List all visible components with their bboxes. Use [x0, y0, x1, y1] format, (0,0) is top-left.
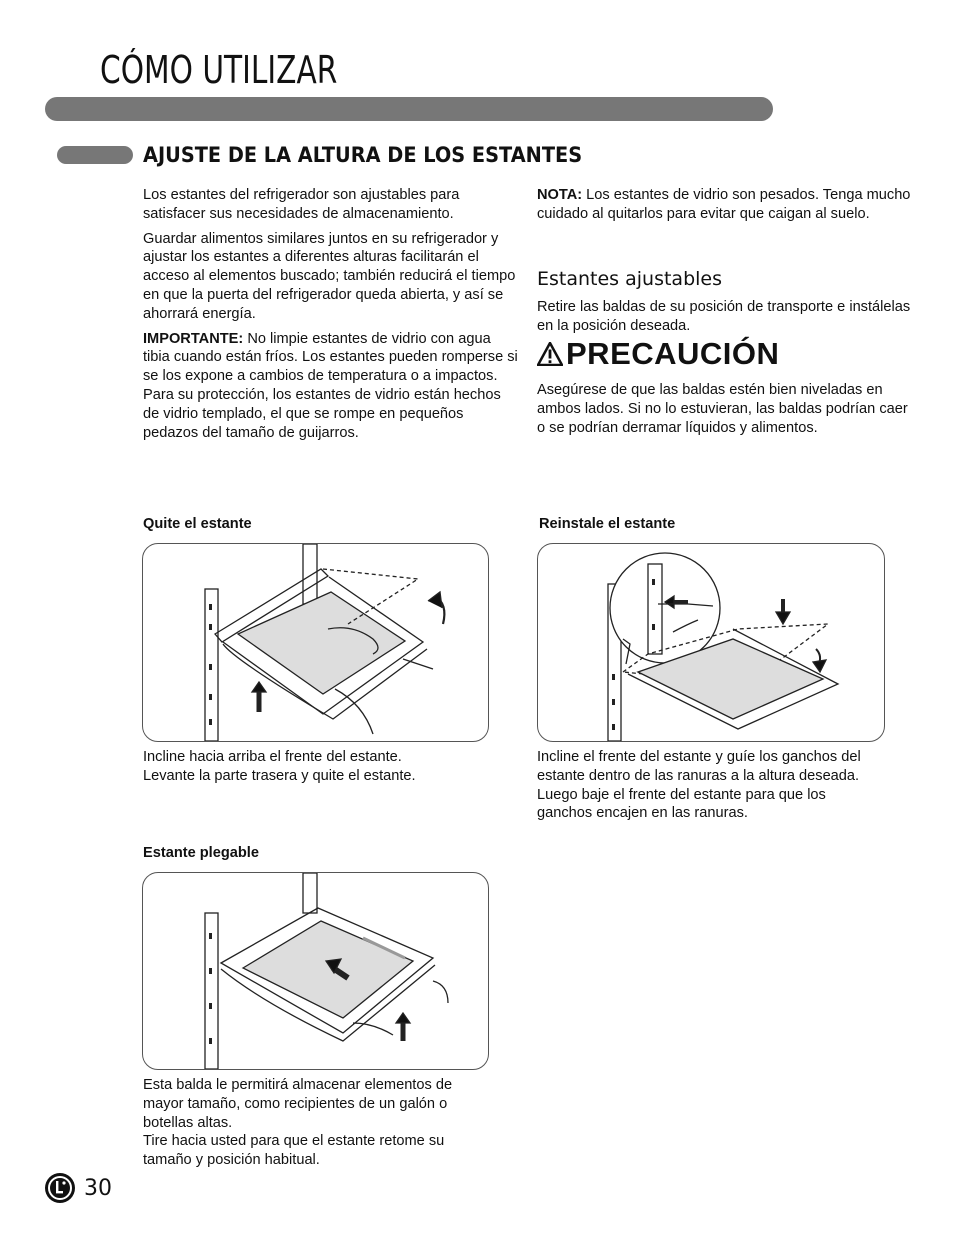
page-number: 30	[84, 1176, 112, 1201]
left-column	[143, 186, 518, 448]
section-heading: AJUSTE DE LA ALTURA DE LOS ESTANTES	[143, 143, 583, 167]
caution-text: Asegúrese de que las baldas estén bien niveladas en ambos lados. Si no lo estuvieran, las baldas podrían caer o se podrían derramar líquidos y alimentos.	[537, 382, 908, 436]
note-label: NOTA:	[537, 187, 583, 203]
title-bar-divider	[45, 97, 773, 121]
folding-shelf-caption	[143, 1076, 488, 1170]
storage-paragraph: Guardar alimentos similares juntos en su refrigerador y ajustar los estantes a diferentes alturas facilitarán el acceso al elementos buscado; también reducirá el tiempo en que la puerta del refrigerador queda abierta, y así se ahorrará energía.	[143, 230, 516, 322]
important-label: IMPORTANTE:	[143, 330, 244, 347]
intro-paragraph: Los estantes del refrigerador son ajustables para satisfacer sus necesidades de almacenamiento.	[143, 187, 460, 222]
section-pill-marker	[57, 146, 133, 164]
page-title: CÓMO UTILIZAR	[100, 48, 338, 92]
note-text: Los estantes de vidrio son pesados. Tenga mucho cuidado al quitarlos para evitar que caigan al suelo.	[537, 187, 911, 222]
remove-caption-line2: Levante la parte trasera y quite el estante.	[143, 767, 416, 784]
adjustable-shelves-heading: Estantes ajustables	[537, 268, 722, 290]
remove-shelf-label: Quite el estante	[143, 516, 252, 532]
lg-logo-icon	[44, 1172, 76, 1209]
remove-shelf-illustration	[142, 543, 489, 742]
important-text: No limpie estantes de vidrio con agua tibia cuando están fríos. Los estantes pueden romperse si se los expone a cambios de temperatura o a impactos. Para su protección, los estantes de vidrio están hechos de vidrio templado, el que se rompe en pequeños pedazos del tamaño de guijarros.	[143, 330, 518, 441]
adjustable-shelves-text: Retire las baldas de su posición de transporte e instálelas en la posición deseada.	[537, 299, 911, 334]
reinstall-shelf-label: Reinstale el estante	[539, 516, 676, 532]
remove-caption-line1: Incline hacia arriba el frente del estante.	[143, 749, 402, 765]
caution-header	[537, 336, 779, 372]
folding-shelf-illustration	[142, 872, 489, 1070]
reinstall-shelf-illustration	[537, 543, 885, 742]
folding-caption-line2: Tire hacia usted para que el estante retome su tamaño y posición habitual.	[143, 1133, 445, 1169]
important-paragraph	[143, 330, 518, 443]
caution-title: PRECAUCIÓN	[566, 336, 780, 371]
folding-caption-line1: Esta balda le permitirá almacenar elementos de mayor tamaño, como recipientes de un galón o botellas altas.	[143, 1077, 453, 1131]
reinstall-shelf-caption: Incline el frente del estante y guíe los ganchos del estante dentro de las ranuras a la altura deseada. Luego baje el frente del estante para que los ganchos encajen en las ranuras.	[537, 749, 861, 822]
remove-shelf-caption	[143, 748, 488, 786]
folding-shelf-label: Estante plegable	[143, 845, 259, 861]
note-paragraph	[537, 186, 917, 224]
warning-triangle-icon	[537, 342, 563, 366]
